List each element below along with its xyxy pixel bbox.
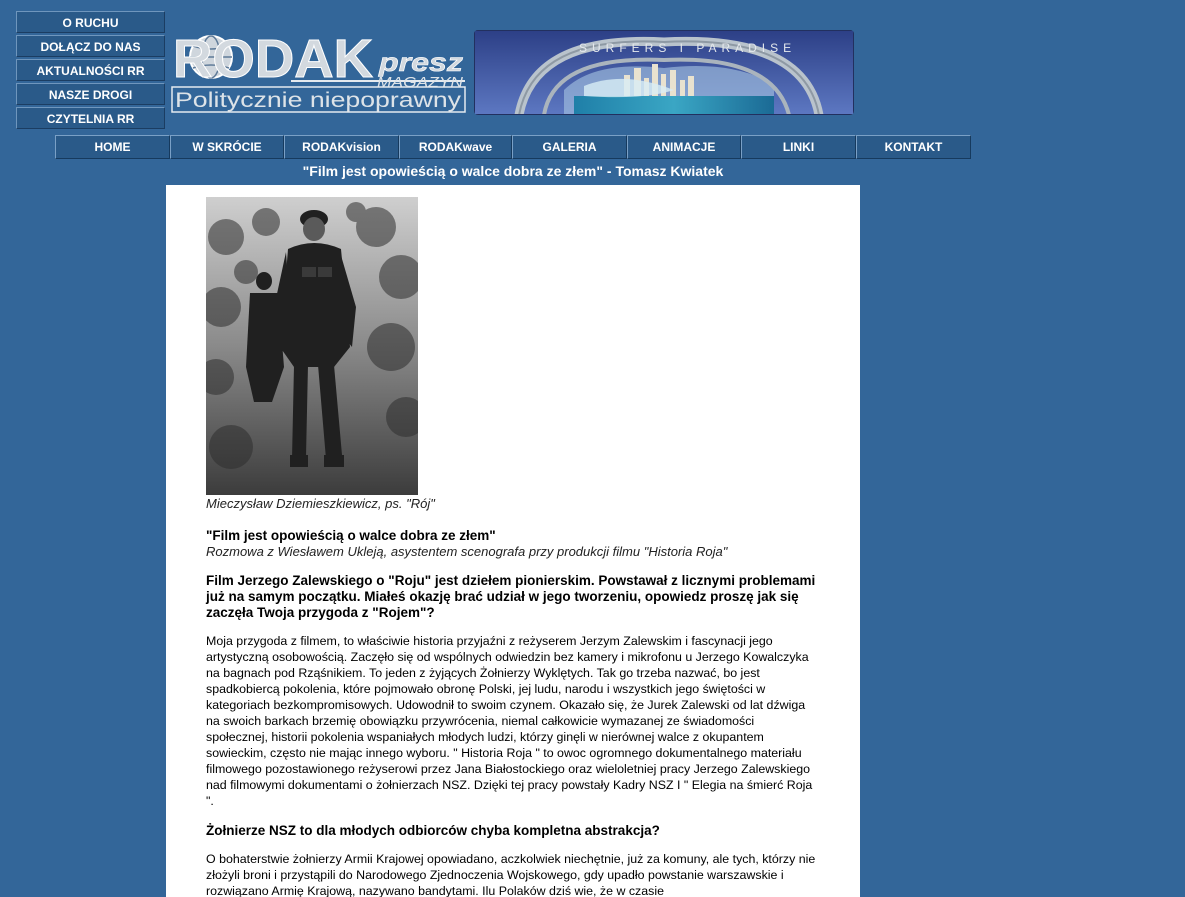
interview-answer-2: O bohaterstwie żołnierzy Armii Krajowej opowiadano, aczkolwiek niechętnie, już za komuny, ale tych, którzy nie złożyli broni i przystąpili do Narodowego Zjednoczenia Wojskowego, gdy upadło powstanie warszawskie i rozwiązano Armię Krajową, nazywano bandytami. Ilu Polaków dziś wie, że w czasie bbox=[206, 852, 816, 897]
nav-linki[interactable]: LINKI bbox=[741, 135, 856, 159]
logo-magazyn: MAGAZYN bbox=[377, 74, 464, 91]
interview-answer-1: Moja przygoda z filmem, to właściwie historia przyjaźni z reżyserem Jerzym Zalewskim i fascynacji jego artystyczną osobowością. Zaczęło się od wspólnych odwiedzin bez kamery i mikrofonu u Jerzego Kowalczyka na bagnach pod Rząśnikiem. To jeden z żyjących Żołnierzy Wyklętych. Tak go trzeba nazwać, bo jest spadkobiercą pokolenia, które pojmowało obronę Polski, jej ludu, narodu i wszystkich jego świętości w kategoriach bezkompromisowych. Udowodnił to swoim czynem. Okazało się, że Jurek Zalewski od lat dźwiga na swoich barkach brzemię obowiązku przywrócenia, niemal całkowicie wymazanej ze świadomości społecznej, historii pokolenia wspaniałych młodych ludzi, którzy ginęli w nierównej walce z okupantem sowieckim, często nie mając innego wyboru. " Historia Roja " to owoc ogromnego dokumentalnego materiału filmowego pozostawionego reżyserowi przez Jana Białostockiego oraz wieloletniej pracy Jerzego Zalewskiego nad filmowymi dokumentami o żołnierzach NSZ. Dzięki tej pracy powstały Kadry NSZ I " Elegia na śmierć Roja ". bbox=[206, 634, 813, 808]
nav-animacje[interactable]: ANIMACJE bbox=[627, 135, 741, 159]
photo-caption: Mieczysław Dziemieszkiewicz, ps. "Rój" bbox=[206, 496, 435, 511]
banner-arch-text: SURFERS I PARADISE bbox=[579, 41, 797, 55]
side-menu-o-ruchu[interactable]: O RUCHU bbox=[16, 11, 165, 33]
top-nav bbox=[55, 135, 971, 159]
side-menu bbox=[16, 11, 165, 131]
article-title: "Film jest opowieścią o walce dobra ze złem" bbox=[206, 528, 496, 543]
page-title: "Film jest opowieścią o walce dobra ze złem" - Tomasz Kwiatek bbox=[302, 163, 724, 179]
logo-wordmark: RODAK bbox=[173, 29, 373, 89]
interview-question-2: Żołnierze NSZ to dla młodych odbiorców chyba kompletna abstrakcja? bbox=[206, 823, 660, 838]
article-body bbox=[206, 197, 818, 897]
side-menu-dolacz-do-nas[interactable]: DOŁĄCZ DO NAS bbox=[16, 35, 165, 57]
nav-home[interactable]: HOME bbox=[55, 135, 170, 159]
article-panel bbox=[166, 185, 860, 897]
article-subtitle: Rozmowa z Wiesławem Uklеją, asystentem scenografa przy produkcji filmu "Historia Roja" bbox=[206, 544, 728, 559]
banner-image bbox=[474, 30, 854, 115]
side-menu-aktualnosci-rr[interactable]: AKTUALNOŚCI RR bbox=[16, 59, 165, 81]
nav-w-skrocie[interactable]: W SKRÓCIE bbox=[170, 135, 284, 159]
nav-rodakvision[interactable]: RODAKvision bbox=[284, 135, 399, 159]
site-logo[interactable] bbox=[171, 29, 467, 115]
nav-kontakt[interactable]: KONTAKT bbox=[856, 135, 971, 159]
article-photo bbox=[206, 197, 418, 495]
nav-rodakwave[interactable]: RODAKwave bbox=[399, 135, 512, 159]
logo-presz: presz bbox=[377, 47, 463, 77]
logo-tagline: Politycznie niepoprawny bbox=[175, 89, 462, 112]
header-banner bbox=[474, 30, 854, 115]
interview-question-1: Film Jerzego Zalewskiego o "Roju" jest dziełem pionierskim. Powstawał z licznymi problemami już na samym początku. Miałeś okazję brać udział w jego tworzeniu, opowiedz proszę jak się zaczęła Twoja przygoda z "Rojem"? bbox=[206, 573, 816, 620]
side-menu-czytelnia-rr[interactable]: CZYTELNIA RR bbox=[16, 107, 165, 129]
side-menu-nasze-drogi[interactable]: NASZE DROGI bbox=[16, 83, 165, 105]
nav-galeria[interactable]: GALERIA bbox=[512, 135, 627, 159]
